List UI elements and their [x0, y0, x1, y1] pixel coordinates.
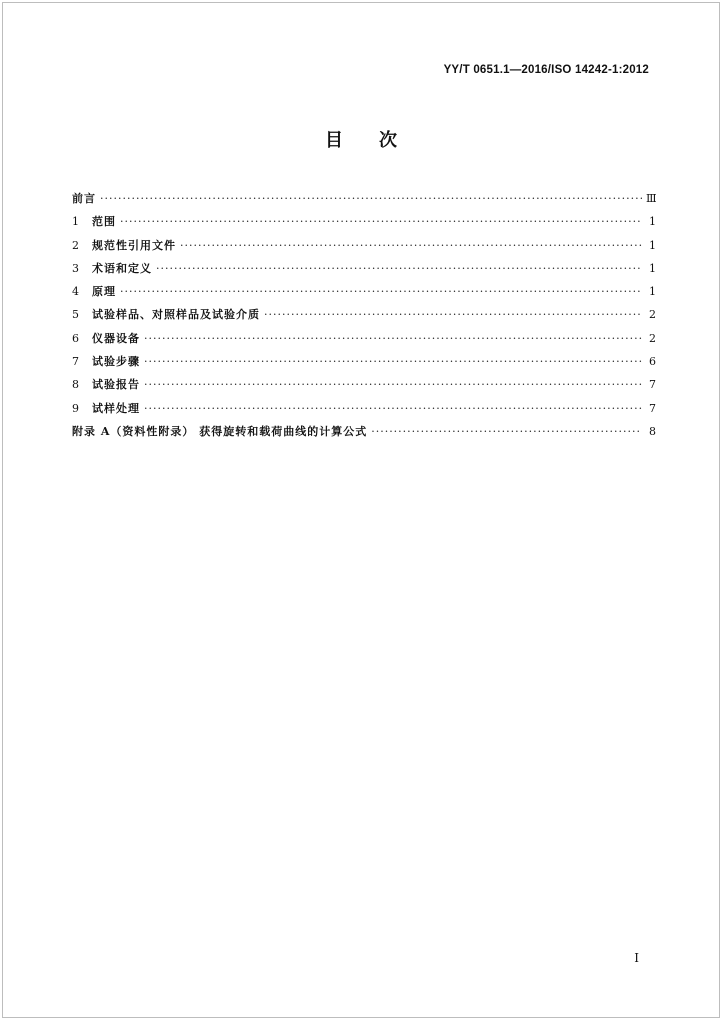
toc-entry-label: 试验样品、对照样品及试验介质 [92, 308, 260, 322]
leader-dots [180, 234, 642, 257]
toc-entry-9[interactable] [72, 397, 656, 420]
leader-dots [120, 280, 642, 303]
page-number: I [634, 951, 639, 965]
leader-dots [264, 303, 642, 326]
toc-entry-1[interactable] [72, 210, 656, 233]
toc-entry-page: 2 [649, 308, 656, 322]
toc-entry-5[interactable] [72, 303, 656, 326]
toc-entry-page: 1 [649, 285, 656, 299]
table-of-contents [72, 187, 656, 443]
toc-entry-label: 试验报告 [92, 378, 140, 392]
toc-entry-number: 9 [72, 401, 79, 415]
leader-dots [144, 327, 642, 350]
toc-entry-7[interactable] [72, 350, 656, 373]
standard-code: YY/T 0651.1—2016/ISO 14242-1:2012 [443, 64, 649, 76]
title-char-1: 目 [325, 130, 343, 151]
toc-entry-foreword[interactable] [72, 187, 656, 210]
toc-entry-page: 7 [649, 378, 656, 392]
toc-entry-3[interactable] [72, 257, 656, 280]
toc-entry-6[interactable] [72, 327, 656, 350]
toc-entry-page: 2 [649, 331, 656, 345]
leader-dots [144, 373, 642, 396]
toc-entry-label: 前言 [72, 192, 96, 205]
page-title [3, 126, 719, 152]
title-char-2: 次 [379, 130, 397, 151]
toc-entry-number: 1 [72, 215, 79, 229]
toc-entry-number: 4 [72, 285, 79, 299]
toc-entry-number: 2 [72, 238, 79, 252]
toc-entry-8[interactable] [72, 373, 656, 396]
leader-dots [120, 210, 642, 233]
toc-entry-annex-a[interactable] [72, 420, 656, 443]
leader-dots [100, 187, 642, 210]
leader-dots [156, 257, 642, 280]
toc-entry-number: 8 [72, 378, 79, 392]
toc-entry-label: 原理 [92, 285, 116, 299]
toc-entry-4[interactable] [72, 280, 656, 303]
toc-entry-number: 3 [72, 261, 79, 275]
toc-entry-number: 6 [72, 331, 79, 345]
toc-entry-page: 1 [649, 238, 656, 252]
toc-entry-page: 1 [649, 261, 656, 275]
toc-entry-label: 附录 A（资料性附录） 获得旋转和载荷曲线的计算公式 [72, 424, 368, 438]
toc-entry-2[interactable] [72, 234, 656, 257]
toc-entry-label: 试验步骤 [92, 355, 140, 369]
toc-entry-label: 术语和定义 [92, 261, 152, 275]
toc-entry-page: Ⅲ [646, 192, 657, 205]
leader-dots [144, 397, 642, 420]
toc-entry-number: 7 [72, 355, 79, 369]
toc-entry-page: 8 [649, 424, 656, 438]
toc-entry-label: 范围 [92, 215, 116, 229]
toc-entry-number: 5 [72, 308, 79, 322]
toc-entry-page: 7 [649, 401, 656, 415]
toc-entry-label: 规范性引用文件 [92, 238, 176, 252]
document-page [2, 2, 720, 1018]
leader-dots [371, 420, 642, 443]
toc-entry-label: 仪器设备 [92, 331, 140, 345]
toc-entry-label: 试样处理 [92, 401, 140, 415]
toc-entry-page: 6 [649, 355, 656, 369]
toc-entry-page: 1 [649, 215, 656, 229]
leader-dots [144, 350, 642, 373]
